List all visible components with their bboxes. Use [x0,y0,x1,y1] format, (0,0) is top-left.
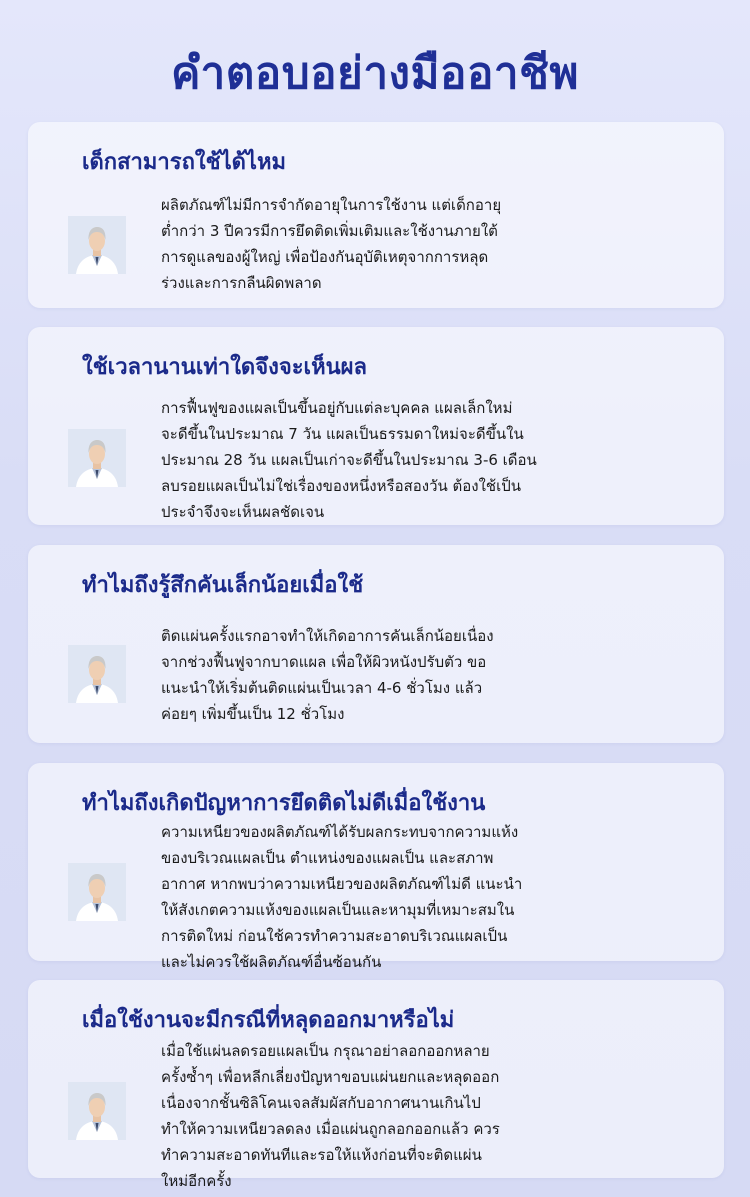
faq-question: ทำไมถึงรู้สึกคันเล็กน้อยเมื่อใช้ [82,573,364,598]
faq-answer: ผลิตภัณฑ์ไม่มีการจำกัดอายุในการใช้งาน แต่เด็กอายุ ต่ำกว่า 3 ปีควรมีการยึดติดเพิ่มเติมและใช้งานภายใต้ การดูแลของผู้ใหญ่ เพื่อป้องกันอุบัติเหตุจากการหลุด ร่วงและการกลืนผิดพลาด [161,196,502,292]
faq-card [28,545,724,743]
doctor-avatar [68,863,126,921]
faq-question: ใช้เวลานานเท่าใดจึงจะเห็นผล [82,355,367,380]
faq-answer: การฟื้นฟูของแผลเป็นขึ้นอยู่กับแต่ละบุคคล แผลเล็กใหม่ จะดีขึ้นในประมาณ 7 วัน แผลเป็นธรรมดาใหม่จะดีขึ้นใน ประมาณ 28 วัน แผลเป็นเก่าจะดีขึ้นในประมาณ 3-6 เดือน ลบรอยแผลเป็นไม่ใช่เรื่องของหนึ่งหรือสองวัน ต้องใช้เป็น ประจำจึงจะเห็นผลชัดเจน [161,399,537,521]
faq-answer: เมื่อใช้แผ่นลดรอยแผลเป็น กรุณาอย่าลอกออกหลาย ครั้งซ้ำๆ เพื่อหลีกเลี่ยงปัญหาขอบแผ่นยกและหลุดออก เนื่องจากชั้นซิลิโคนเจลสัมผัสกับอากาศนานเกินไป ทำให้ความเหนียวลดลง เมื่อแผ่นถูกลอกออกแล้ว ควร ทำความสะอาดทันทีและรอให้แห้งก่อนที่จะติดแผ่น ใหม่อีกครั้ง [161,1042,500,1190]
doctor-avatar-icon [68,429,126,487]
faq-card [28,980,724,1190]
doctor-avatar-icon [68,645,126,703]
faq-question: เมื่อใช้งานจะมีกรณีที่หลุดออกมาหรือไม่ [82,1008,455,1033]
doctor-avatar [68,429,126,487]
faq-answer: ความเหนียวของผลิตภัณฑ์ได้รับผลกระทบจากความแห้ง ของบริเวณแผลเป็น ตำแหน่งของแผลเป็น และสภาพ อากาศ หากพบว่าความเหนียวของผลิตภัณฑ์ไม่ดี แนะนำ ให้สังเกตความแห้งของแผลเป็นและหามุมที่เหมาะสมใน การติดใหม่ ก่อนใช้ควรทำความสะอาดบริเวณแผลเป็น และไม่ควรใช้ผลิตภัณฑ์อื่นซ้อนกัน [161,823,523,971]
faq-question: ทำไมถึงเกิดปัญหาการยึดติดไม่ดีเมื่อใช้งาน [82,791,486,816]
faq-card [28,122,724,308]
doctor-avatar [68,645,126,703]
faq-card [28,763,724,971]
doctor-avatar-icon [68,216,126,274]
faq-question: เด็กสามารถใช้ได้ไหม [82,150,286,175]
page-title: คำตอบอย่างมืออาชีพ [171,48,579,99]
doctor-avatar [68,1082,126,1140]
doctor-avatar-icon [68,1082,126,1140]
doctor-avatar [68,216,126,274]
doctor-avatar-icon [68,863,126,921]
faq-card [28,327,724,525]
faq-answer: ติดแผ่นครั้งแรกอาจทำให้เกิดอาการคันเล็กน้อยเนื่อง จากช่วงฟื้นฟูจากบาดแผล เพื่อให้ผิวหนังปรับตัว ขอ แนะนำให้เริ่มต้นติดแผ่นเป็นเวลา 4-6 ชั่วโมง แล้ว ค่อยๆ เพิ่มขึ้นเป็น 12 ชั่วโมง [161,627,494,723]
